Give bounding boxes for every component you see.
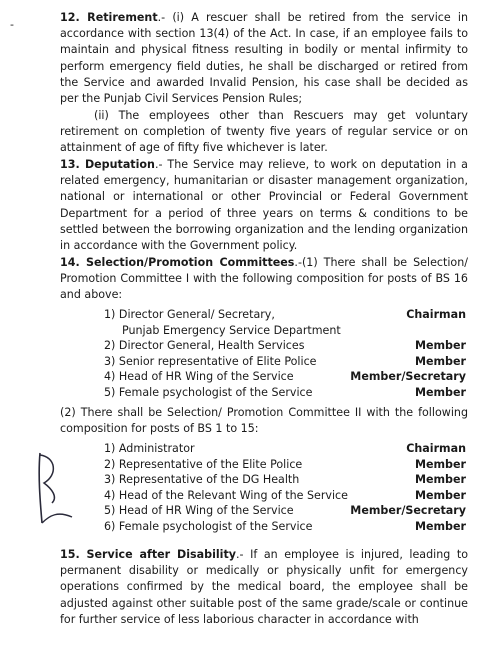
committee-1-row: 1) Director General/ Secretary, Chairman <box>104 308 466 321</box>
section-14-committees <box>60 255 468 304</box>
section-12-heading: 12. Retirement <box>60 11 158 24</box>
committee-2-row: 3) Representative of the DG Health Member <box>104 473 466 487</box>
section-15-disability <box>60 547 468 628</box>
committee-1-row: Punjab Emergency Service Department <box>122 323 341 337</box>
committee-1-row: 5) Female psychologist of the Service Member <box>104 385 466 399</box>
section-15-heading: 15. Service after Disability <box>60 548 237 561</box>
committee-2-row: 5) Head of HR Wing of the Service Member/Secretary <box>104 504 466 518</box>
section-12-body: .- (i) A rescuer shall be retired from the service in accordance with section 13(4) of the Act. In case, if an employee fails to maintain and physical fitness resulting in bodily or mental infirmity to perform emergency field duties, he shall be discharged or retired from the Service and awarded Invalid Pension, his case shall be decided as per the Punjab Civil Services Pension Rules; <box>60 11 468 106</box>
section-14-heading: 14. Selection/Promotion Committees <box>60 256 295 269</box>
section-12-retirement <box>60 10 468 107</box>
committee-2-row: 2) Representative of the Elite Police Member <box>104 457 466 471</box>
section-13-body: .- The Service may relieve, to work on deputation in a related emergency, humanitarian or disaster management organization, national or international or other Provincial or Federal Government Department for a period of three years on terms & conditions to be settled between the borrowing organization and the lending organization in accordance with the Government policy. <box>60 158 468 253</box>
section-12-clause-ii: (ii) The employees other than Rescuers may get voluntary retirement on completion of twenty five years of regular service or on attainment of age of fifty five whichever is later. <box>60 109 468 155</box>
committee-2-row: 1) Administrator Chairman <box>104 442 466 455</box>
committee-2-row: 6) Female psychologist of the Service Member <box>104 519 466 533</box>
committee-1-row: 4) Head of HR Wing of the Service Member/Secretary <box>104 370 466 384</box>
margin-mark: - <box>10 18 14 31</box>
section-14-body: .-(1) There shall be Selection/ Promotion Committee I with the following composition for posts of BS 16 and above: <box>60 256 468 302</box>
committee-1-list <box>104 307 466 401</box>
committee-1-row: 2) Director General, Health Services Member <box>104 339 466 353</box>
section-13-deputation <box>60 157 468 254</box>
section-15-body: .- If an employee is injured, leading to permanent disability or medically or physically unfit for emergency operations confirmed by the medical board, the employee shall be adjusted against other suitable post of the same grade/scale or continue for further service of less laborious character in accordance with <box>60 548 468 626</box>
section-13-heading: 13. Deputation <box>60 158 155 171</box>
committee-2-list <box>104 441 466 535</box>
section-14-clause-2: (2) There shall be Selection/ Promotion Committee II with the following composition for posts of BS 1 to 15: <box>60 406 468 436</box>
committee-2-row: 4) Head of the Relevant Wing of the Service Member <box>104 488 466 502</box>
committee-1-row: 3) Senior representative of Elite Police Member <box>104 354 466 368</box>
handwritten-signature <box>28 445 78 530</box>
